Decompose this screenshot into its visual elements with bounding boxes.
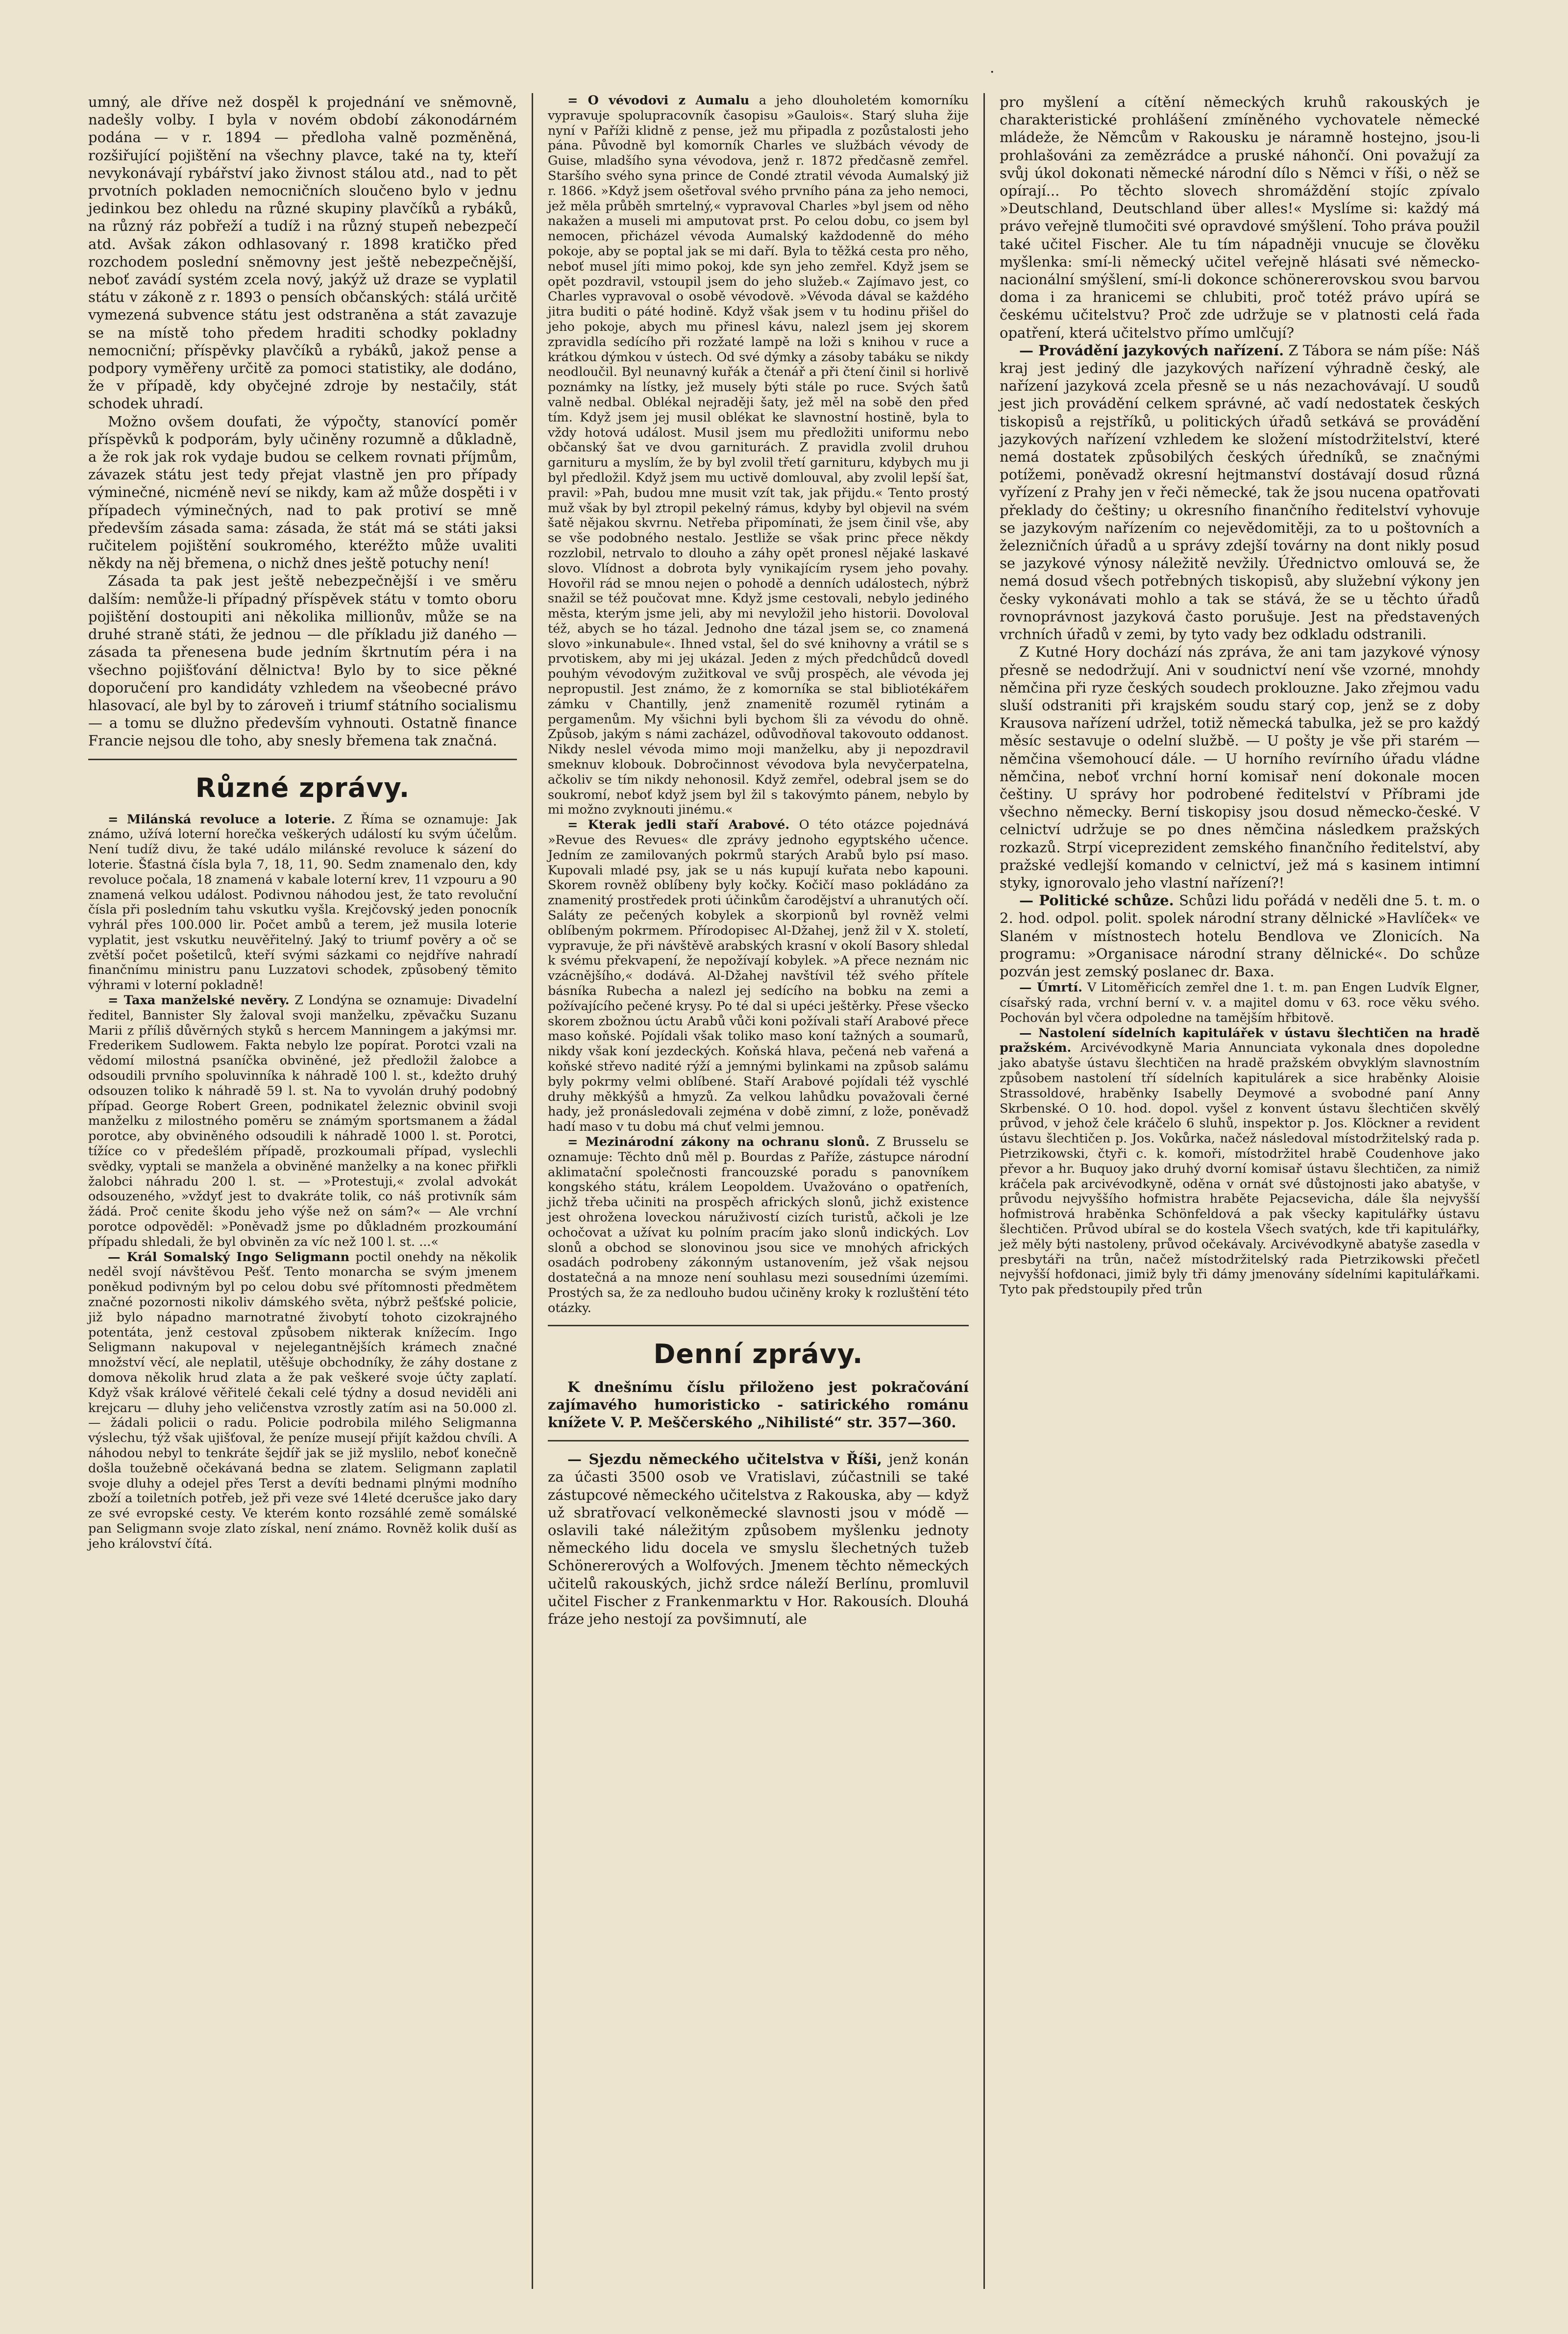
news-item-umrti bbox=[1000, 980, 1480, 1025]
news-item-kral-somalsky bbox=[88, 1250, 517, 1552]
section-rule bbox=[548, 1325, 969, 1326]
newspaper-page bbox=[74, 93, 1494, 2289]
news-item-body: poctil onehdy na několik neděl svojí návštěvou Pešť. Tento monarcha se svým jmenem poněkud podivným byl po celou dobu své přítomnosti předmětem značné pozornosti nikoliv dámského světa, nýbrž pešťské policie, již bylo nápadno marnotratné živobytí tohoto cizokrajného potentáta, jenž cestoval způsobem nikterak knížecím. Ingo Seligmann nakupoval v nejelegantnějších krámech značné množství věcí, ale neplatil, utěšuje obchodníky, že záhy dostane z domova několik hrud zlata a že pak veškeré svoje účty zaplatí. Když však králové věřitelé čekali celé týdny a dosud neviděli ani krejcaru — dluhy jeho veličenstva vzrostly zatím asi na 50.000 zl. — žádali policii o radu. Policie podrobila milého Seligmanna výslechu, týž však ujišťoval, že peníze musejí přijít každou chvíli. A náhodou nebyl to tenkráte šejdíř jak se již myslilo, neboť konečně došla toužebně očekávaná bedna se zlatem. Seligmann zaplatil svoje dluhy a odejel přes Terst a devíti bednami plnými modního zboží a toiletních potřeb, jež při veze své 14leté dcerušce jako dary ze své evropské cesty. Ve kterém konto rozsáhlé země somálské pan Seligmann svoje zlato získal, není známo. Rovněž kolik duší as jeho království čítá. bbox=[88, 1249, 517, 1551]
news-item-body: Z Londýna se oznamuje: Divadelní ředitel, Bannister Sly žaloval svoji manželku, zpěvačku Suzanu Marii z příliš důvěrných styků s hercem Manningem a jakýmsi mr. Frederikem Sudlowem. Fakta nebylo lze popírat. Porotci vzali na vědomí milostná psaníčka obviněné, jež předložil žalobce a odsoudili prvního spoluvinníka k náhradě 100 l. st., kdežto druhý odsouzen toliko k náhradě 59 l. st. Na to vyvolán druhý podobný případ. George Robert Green, podnikatel železnic obvinil svoji manželku z milostného poměru se známým sportsmanem a žádal porotce, aby obviněného odsoudili k náhradě 1000 l. st. Porotci, tížíce co v předešlém případě, prozkoumali případ, vyslechli svědky, vyptali se manžela a obviněné manželky a na konec přiřkli žalobci náhradu 200 l. st. — »Protestuji,« zvolal advokát odsouzeného, »vždyť jest to dvakráte tolik, co náš protivník sám žádá. Proč cenite škodu jeho výše než on sám?« — Ale vrchní porotce odpověděl: »Poněvadž jsme po důkladném prozkoumání případu shledali, že byl obviněn za víc než 100 l. st. ...« bbox=[88, 993, 517, 1249]
news-item-body: Z Tábora se nám píše: Náš kraj jest jediný dle jazykových nařízení výhradně český, ale nařízení jazyková zcela přesně se u nás nezachovávají. U soudů jest jich provádění celkem správné, ač vadí nedostatek českých tiskopisů a rejstříků, u politických úřadů setkává se provádění jazykových nařízení vzhledem ke složení místodržitelství, které nemá dostatek způsobilých českých úředníků, se značnými potížemi, poněvadž okresní hejtmanství dostávají dosud různá vyřízení z Prahy jen v řeči německé, tak že jsou nucena opatřovati překlady do češtiny; u okresního finančního ředitelství vyhovuje se jazykovým nařízením co nejevědomitěji, za to u poštovních a železničních úřadů a u správy zdejší továrny na dont nikly posud se jazykové výnosy náležitě nevžily. Úřednictvo omlouvá se, že nemá dosud všech potřebných tiskopisů, aby služební výkony jen česky vykonávati mohlo a tak se stává, že se u těchto úřadů rovnoprávnost jazyková často porušuje. Jest na představených vrchních úřadů v zemi, by tyto vady bez odkladu odstranili. bbox=[1000, 342, 1480, 643]
news-item-body: a jeho dlouholetém komorníku vypravuje spolupracovník časopisu »Gaulois«. Starý sluha žije nyní v Paříži klidně z pense, jež mu připadla z pozůstalosti jeho pána. Původně byl komorník Charles ve službách vévody de Guise, mladšího syna vévodova, jenž r. 1872 předčasně zemřel. Staršího svého syna prince de Condé ztratil vévoda Aumalský již r. 1866. »Když jsem ošetřoval svého prvního pána za jeho nemoci, jež měla průběh smrtelný,« vypravoval Charles »byl jsem od něho nakažen a museli mi amputovat prst. Po celou dobu, co jsem byl nemocen, přicházel vévoda Aumalský každodenně do mého pokoje, aby se poptal jak se mi daří. Byla to těžká cesta pro něho, neboť musel jíti mimo pokoj, kde syn jeho zemřel. Když jsem se opět pozdravil, vstoupil jsem do jeho služeb.« Zajímavo jest, co Charles vypravoval o osobě vévodově. »Vévoda dával se každého jitra buditi o páté hodině. Když však jsem v tu hodinu přišel do jeho pokoje, abych mu přinesl kávu, nalezl jsem jej skorem zpravidla sedícího při rozžaté lampě na loži s knihou v ruce a krátkou dýmkou v ústech. Od své dýmky a zásoby tabáku se nikdy neodloučil. Byl neunavný kuřák a čtenář a při čtení činil si horlivě poznámky na lístky, jež musely býti stále po ruce. Svých šatů valně nedbal. Oblékal nejraději šaty, jež měl na sobě den před tím. Když jsem jej musil oblékat ke slavnostní hostině, byla to vždy hotová událost. Musil jsem mu předložiti uniformu nebo občanský šat ve dvou garniturách. Z pravidla zvolil druhou garnituru a myslím, že by byl zvolil třetí garnituru, kdybych mu ji byl předložil. Když jsem mu uctivě domlouval, aby zvolil lepší šat, pravil: »Pah, budou mne musit vzít tak, jak přijdu.« Tento prostý muž však by byl ztropil pekelný rámus, kdyby byl objevil na svém šatě nějakou skvrnu. Netřeba připomínati, že jsem činil vše, aby se vše podobného nestalo. Jestliže se však princ přece někdy rozzlobil, netrvalo to dlouho a záhy opět pronesl nějaké laskavé slovo. Vlídnost a dobrota byly vynikajícím rysem jeho povahy. Hovořil rád se mnou nejen o pohodě a denních událostech, nýbrž snažil se též poučovat mne. Když jsme cestovali, nebylo jediného města, kterým jsme jeli, aby mi nevyložil jeho historii. Dovoloval též, abych se ho tázal. Jednoho dne tázal jsem se, co znamená slovo »inkunabule«. Ihned vstal, šel do své knihovny a vrátil se s prvotiskem, aby mi jej ukázal. Jeden z mých předchůdců dovedl pouhým vévodovým zužitkoval ve svůj prospěch, ale vévoda jej nepropustil. Jest známo, že z komorníka se stal bibliotékářem zámku v Chantilly, jenž znamenitě rozuměl rytinám a pergamenům. My všichni byli bychom šli za vévodu do ohně. Způsob, jakým s námi zacházel, odůvodňoval takovouto oddanost. Nikdy neslel vévoda mimo moji manželku, aby ji nepozdravil smeknuv klobouk. Dobročinnost vévodova byla nevyčerpatelna, ačkoliv se tím nikdy nehonosil. Když zemřel, odebral jsem se do soukromí, neboť když jsem byl žil s takovýmto pánem, nebylo by mi možno zvyknouti jinému.« bbox=[548, 93, 969, 818]
news-item-body: jenž konán za účasti 3500 osob ve Vratislavi, zúčastnili se také zástupcové německého učitelstva z Rakouska, aby — když už sbratřovací velkoněmecké slavnosti jsou v módě — oslavili také náležitým způsobem myšlenku jednoty německého lidu docela ve smyslu šlechetných tužeb Schönererových a Wolfových. Jmenem těchto německých učitelů rakouských, jichž srdce náleží Berlínu, promluvil učitel Fischer z Frankenmarktu v Hor. Rakousích. Dlouhá fráze jeho nestojí za povšimnutí, ale bbox=[548, 1451, 969, 1627]
news-item-politicke-schuze bbox=[1000, 892, 1480, 980]
article-continuation-p1: umný, ale dříve než dospěl k projednání ve sněmovně, nadešly volby. I byla v novém období zákonodárném podána — v r. 1894 — předloha valně pozměněná, rozšiřující pojištění na všechny plavce, také na ty, kteří nevykonávají rybářství jako živnost stálou atd., nad to pět prvotních pokladen nemocničních sloučeno bylo v jednu jedinkou bez ohledu na různé skupiny plavčíků a rybáků, na různý ráz pobřeží a tudíž i na různý stupeň nebezpečí atd. Avšak zákon odhlasovaný r. 1898 kratičko před rozchodem poslední sněmovny jest ještě nebezpečnější, neboť zavádí systém zcela nový, jakýž už draze se vyplatil státu v zákoně z r. 1893 o pensích občanských: stálá určitě vymezená subvence státu jest odstraněna a stát zavazuje se na místě toho předem hraditi schodky pokladny nemocniční; příspěvky plavčíků a rybáků, jakož pense a podpory vyměřeny určitě za pomoci statistiky, ale dodáno, že v případě, kdy obyčejné zdroje by nestačily, stát schodek uhradí. bbox=[88, 94, 517, 412]
news-item-body: O této otázce pojednává »Revue des Revues« dle zprávy jednoho egyptského učence. Jedním ze zamilovaných pokrmů starých Arabů bylo psí maso. Kupovali mladé psy, jak se u nás kupují kuřata nebo kapouni. Skorem rovněž oblíbeny byly kočky. Kočičí maso pokládáno za znamenitý prostředek proti účinkům čarodějství a uhranutých očí. Saláty ze pečených kobylek a skorpionů byl rovněž velmi oblíbeným pokrmem. Přírodopisec Al-Džahej, jenž žil v X. století, vypravuje, že při návštěvě arabských krasní v okolí Basory shledal k svému překvapení, že nepožívají kobylek. »A přece neznám nic vzácnějšího,« dodává. Al-Džahej navštívil též svého přítele básníka Rubecha a nalezl jej sedícího na bobku na zemi a požívajícího pečené krysy. Po té dal si upéci ještěrky. Přese všecko skorem zbožnou úctu Arabů vůči koni požívali staří Arabové přece maso koňské. Pojídali však toliko maso koní tažných a soumarů, nikdy však koní jezdeckých. Koňská hlava, pečená neb vařená a koňské střevo nadité rýží a jemnými bylinkami na způsob salámu byly pokrmy velmi oblíbené. Staří Arabové pojídali též vyschlé druhy měkkýšů a hmyzů. Za velkou lahůdku považovali černé hady, jež pronásledovali zejména v době zimní, z lože, poněvadž hadí maso v tu dobu má chuť velmi jemnou. bbox=[548, 818, 969, 1135]
news-item-jazykova-narizeni bbox=[1000, 342, 1480, 643]
news-item-sjezd-ucitelstva bbox=[548, 1450, 969, 1628]
news-item-title: = Taxa manželské nevěry. bbox=[108, 993, 290, 1008]
news-item-body: Schůzi lidu pořádá v neděli dne 5. t. m. o 2. hod. odpol. polit. spolek národní strany dělnické »Havlíček« ve Slaném v místnostech hotelu Bendlova ve Zlonicích. Na programu: »Organisace národní strany dělnické«. Do schůze pozván jest zemský poslanec dr. Baxa. bbox=[1000, 892, 1480, 980]
news-item-slony bbox=[548, 1135, 969, 1316]
news-item-vevoda-aumal bbox=[548, 93, 969, 818]
news-item-title: — Úmrtí. bbox=[1019, 980, 1083, 995]
news-item-kutna-hora: Z Kutné Hory dochází nás zpráva, že ani tam jazykové výnosy přesně se nedodržují. Ani v soudnictví není vše vzorné, mnohdy němčina při ryze českých soudech proklouzne. Jako zřejmou vadu sluší odstraniti při krajském soudu starý cop, jenž se z doby Krausova nařízení udržel, totiž německá tabulka, jež se pro každý měsíc sestavuje o odelní službě. — U pošty je vše při starém — němčina všemohoucí dále. — U horního revírního úřadu vládne němčina, neboť vrchní horní komisař není dokonale mocen češtiny. U správy hor podrobené ředitelství v Příbrami jde všechno německy. Berní tiskopisy jsou dosud německo-české. V celnictví udržuje se po dnes němčina následkem pražských rozkazů. Strpí viceprezident zemského finančního ředitelství, aby pražské vedlejší komando v celnictví, jež má s kasinem intimní styky, ignorovalo jeho vlastní nařízení?! bbox=[1000, 644, 1480, 891]
column-2 bbox=[532, 93, 985, 2289]
supplement-notice: K dnešnímu číslu přiloženo jest pokračování zajímavého humoristicko - satirického románu knížete V. P. Meščerského „Nihilisté“ str. 357—360. bbox=[548, 1378, 969, 1431]
news-item-body: Z Brusselu se oznamuje: Těchto dnů měl p. Bourdas z Paříže, zástupce národní aklimatační společnosti francouzské poradu s panovníkem kongského státu, králem Leopoldem. Uvažováno o opatřeních, jichž třeba učiniti na prospěch afrických slonů, jichž existence jest ohrožena loveckou náruživostí cizích turistů, ačkoli je lze ochočovat a užívat ku polním pracím jako slonů indických. Lov slonů a obchod se slonovinou jsou sice ve mnohých afrických osadách podrobeny zákonným ustanovením, jež však nejsou dostatečná a na mnoze není souhlasu mezi sousedními územími. Prostých sa, že za nedlouho budou učiněny kroky k rozluštění této otázky. bbox=[548, 1134, 969, 1316]
news-item-body: Z Říma se oznamuje: Jak známo, užívá loterní horečka veškerých událostí ku svým účelům. Není tudíž divu, že také událo milánské revoluce k sázení do loterie. Šťastná čísla byla 7, 18, 11, 90. Sedm znamenalo den, kdy revoluce počala, 18 znamená v kabale loterní krev, 11 vzpouru a 90 znamená velkou událost. Podivnou náhodou jest, že tato revoluční čísla při posledním tahu vskutku vyšla. Krejčovský jeden ponocník vyhrál přes 100.000 lir. Počet ambů a terem, jež musila loterie vyplatit, jest vskutku neuvěřitelný. Jaký to triumf pověry a oč se zvětší počet pošetilců, kteří svými sázkami co nejdříve nahradí finančnímu ministru panu Luzzatovi schodek, způsobený těmito výhrami v loterní pokladně! bbox=[88, 812, 517, 993]
news-item-title: = Kterak jedli staří Arabové. bbox=[567, 818, 790, 833]
news-item-title: = O vévodovi z Aumalu bbox=[567, 93, 750, 108]
news-item-sjezd-continuation: pro myšlení a cítění německých kruhů rakouských je charakteristické prohlášení zmíněného vychovatele německé mládeže, že Němcům v Rakousku je náramně hostejno, jsou-li prohlašováni za zemězrádce a pruské náhončí. Oni považují za svůj úkol dokonati německé národní dílo s Němci v říši, o něž se opírají... Po těchto slovech shromáždění stojíc zpívalo »Deutschland, Deutschland über alles!« Myslíme si: každý má právo veřejně tlumočiti své opravdové smýšlení. Toho práva použil také učitel Fischer. Ale tu tím nápadněji vnucuje se člověku myšlenka: smí-li německý učitel veřejně hlásati své německo-nacionální smýšlení, smí-li dokonce schönererovskou svou barvou doma i za hranicemi se chlubiti, proč totéž právo upírá se českému učitelstvu? Proč zde udržuje se v platnosti celá řada opatření, která učitelstvo přímo umlčují? bbox=[1000, 94, 1480, 341]
article-continuation-p2: Možno ovšem doufati, že výpočty, stanovící poměr příspěvků k podporám, byly učiněny rozumně a důkladně, a že rok jak rok vydaje budou se celkem rovnati příjmům, závazek státu jest tedy přejat vlastně jen pro případy výminečné, nicméně neví se nikdy, kam až může dospěti i v případech výminečných, nad to pak protiví se mně především zásada sama: zásada, že stát má se státi jaksi ručitelem pojištění soukromého, kteréžto může uvaliti někdy na něj břemena, o nichž dnes ještě potuchy není! bbox=[88, 413, 517, 572]
news-item-nastoleni bbox=[1000, 1026, 1480, 1297]
section-heading-denni-zpravy: Denní zprávy. bbox=[653, 1338, 863, 1369]
item-rule bbox=[548, 1440, 969, 1441]
news-item-taxa-nevery bbox=[88, 993, 517, 1250]
news-item-title: — Politické schůze. bbox=[1019, 892, 1174, 909]
news-item-title: = Mezinárodní zákony na ochranu slonů. bbox=[567, 1134, 870, 1149]
page-mark: · bbox=[990, 64, 995, 81]
article-continuation-p3: Zásada ta pak jest ještě nebezpečnější i ve směru dalším: nemůže-li případný příspěvek státu v tomto oboru pojištění dostoupiti ani několika millionův, může se na druhé straně státi, že jednou — dle příkladu již daného — zásada ta přenesena bude jedním škrtnutím péra i na všechno pojišťování dělnictva! Bylo by to sice pěkné doporučení pro kandidáty vzhledem na všeobecné právo hlasovací, ale byl by to zároveň i triumf státního socialismu — a tomu se dlužno především vyhnouti. Ostatně finance Francie nejsou dle toho, aby snesly břemena tak značná. bbox=[88, 572, 517, 749]
news-item-body: V Litoměřicích zemřel dne 1. t. m. pan Engen Ludvík Elgner, císařský rada, vrchní berní v. v. a majitel domu v 63. roce věku svého. Pochován byl včera odpoledne na tamějším hřbitově. bbox=[1000, 980, 1480, 1025]
section-rule bbox=[88, 759, 517, 760]
news-item-body: Arcivévodkyně Maria Annunciata vykonala dnes dopoledne jako abatyše ústavu šlechtičen na hradě pražském obvyklým slavnostním způsobem nastolení tří sídelních kapitulárek a sice hraběnky Aloisie Strassoldové, hraběnky Isabelly Deymové a svobodné paní Anny Skrbenské. O 10. hod. dopol. vyšel z konvent ústavu šlechtičen skvělý průvod, v jehož čele kráčelo 6 sluhů, inspektor p. Jos. Klöckner a revident ústavu šlechtičen p. Jos. Vokůrka, načež následoval místodržitelský rada p. Pietrzikowski, čtyři c. k. komoři, místodržitel hrabě Coudenhove jako převor a hr. Buquoy jako druhý dvorní komisař ústavu šlechtičen, za nimiž kráčela pak arcivévodkyně, oděna v ornát své důstojnosti jako abatyše, v průvodu nejvyššího hofmistra hraběte Pejacsevicha, dále šla nejvyšší hofmistrová hraběnka Schönfeldová a pak všecky kapitulářky ústavu šlechtičen. Průvod ubíral se do kostela Všech svatých, kde tři kapitulářky, jež měly býti nastoleny, průvod očekávaly. Arcivévodkyně abatyše zasedla v presbytáři na trůn, načež místodržitelský rada Pietrzikowski přečetl nejvyšší hofdonaci, jimiž byly tři dámy jmenovány sídelními kapitulářkami. Tyto pak předstoupily před trůn bbox=[1000, 1041, 1480, 1297]
section-heading-ruzne-zpravy: Různé zprávy. bbox=[195, 772, 410, 803]
news-item-title: — Nastolení sídelních kapitulářek v ústavu šlechtičen na hradě pražském. bbox=[1000, 1025, 1480, 1056]
news-item-title: — Provádění jazykových nařízení. bbox=[1019, 342, 1284, 359]
news-item-title: = Milánská revoluce a loterie. bbox=[108, 812, 336, 827]
column-3 bbox=[985, 93, 1494, 2289]
column-1 bbox=[74, 93, 532, 2289]
news-item-title: — Král Somalský Ingo Seligmann bbox=[108, 1249, 350, 1265]
news-item-milan-loterie bbox=[88, 812, 517, 993]
news-item-title: — Sjezdu německého učitelstva v Říši, bbox=[567, 1451, 882, 1468]
news-item-arabove bbox=[548, 818, 969, 1135]
